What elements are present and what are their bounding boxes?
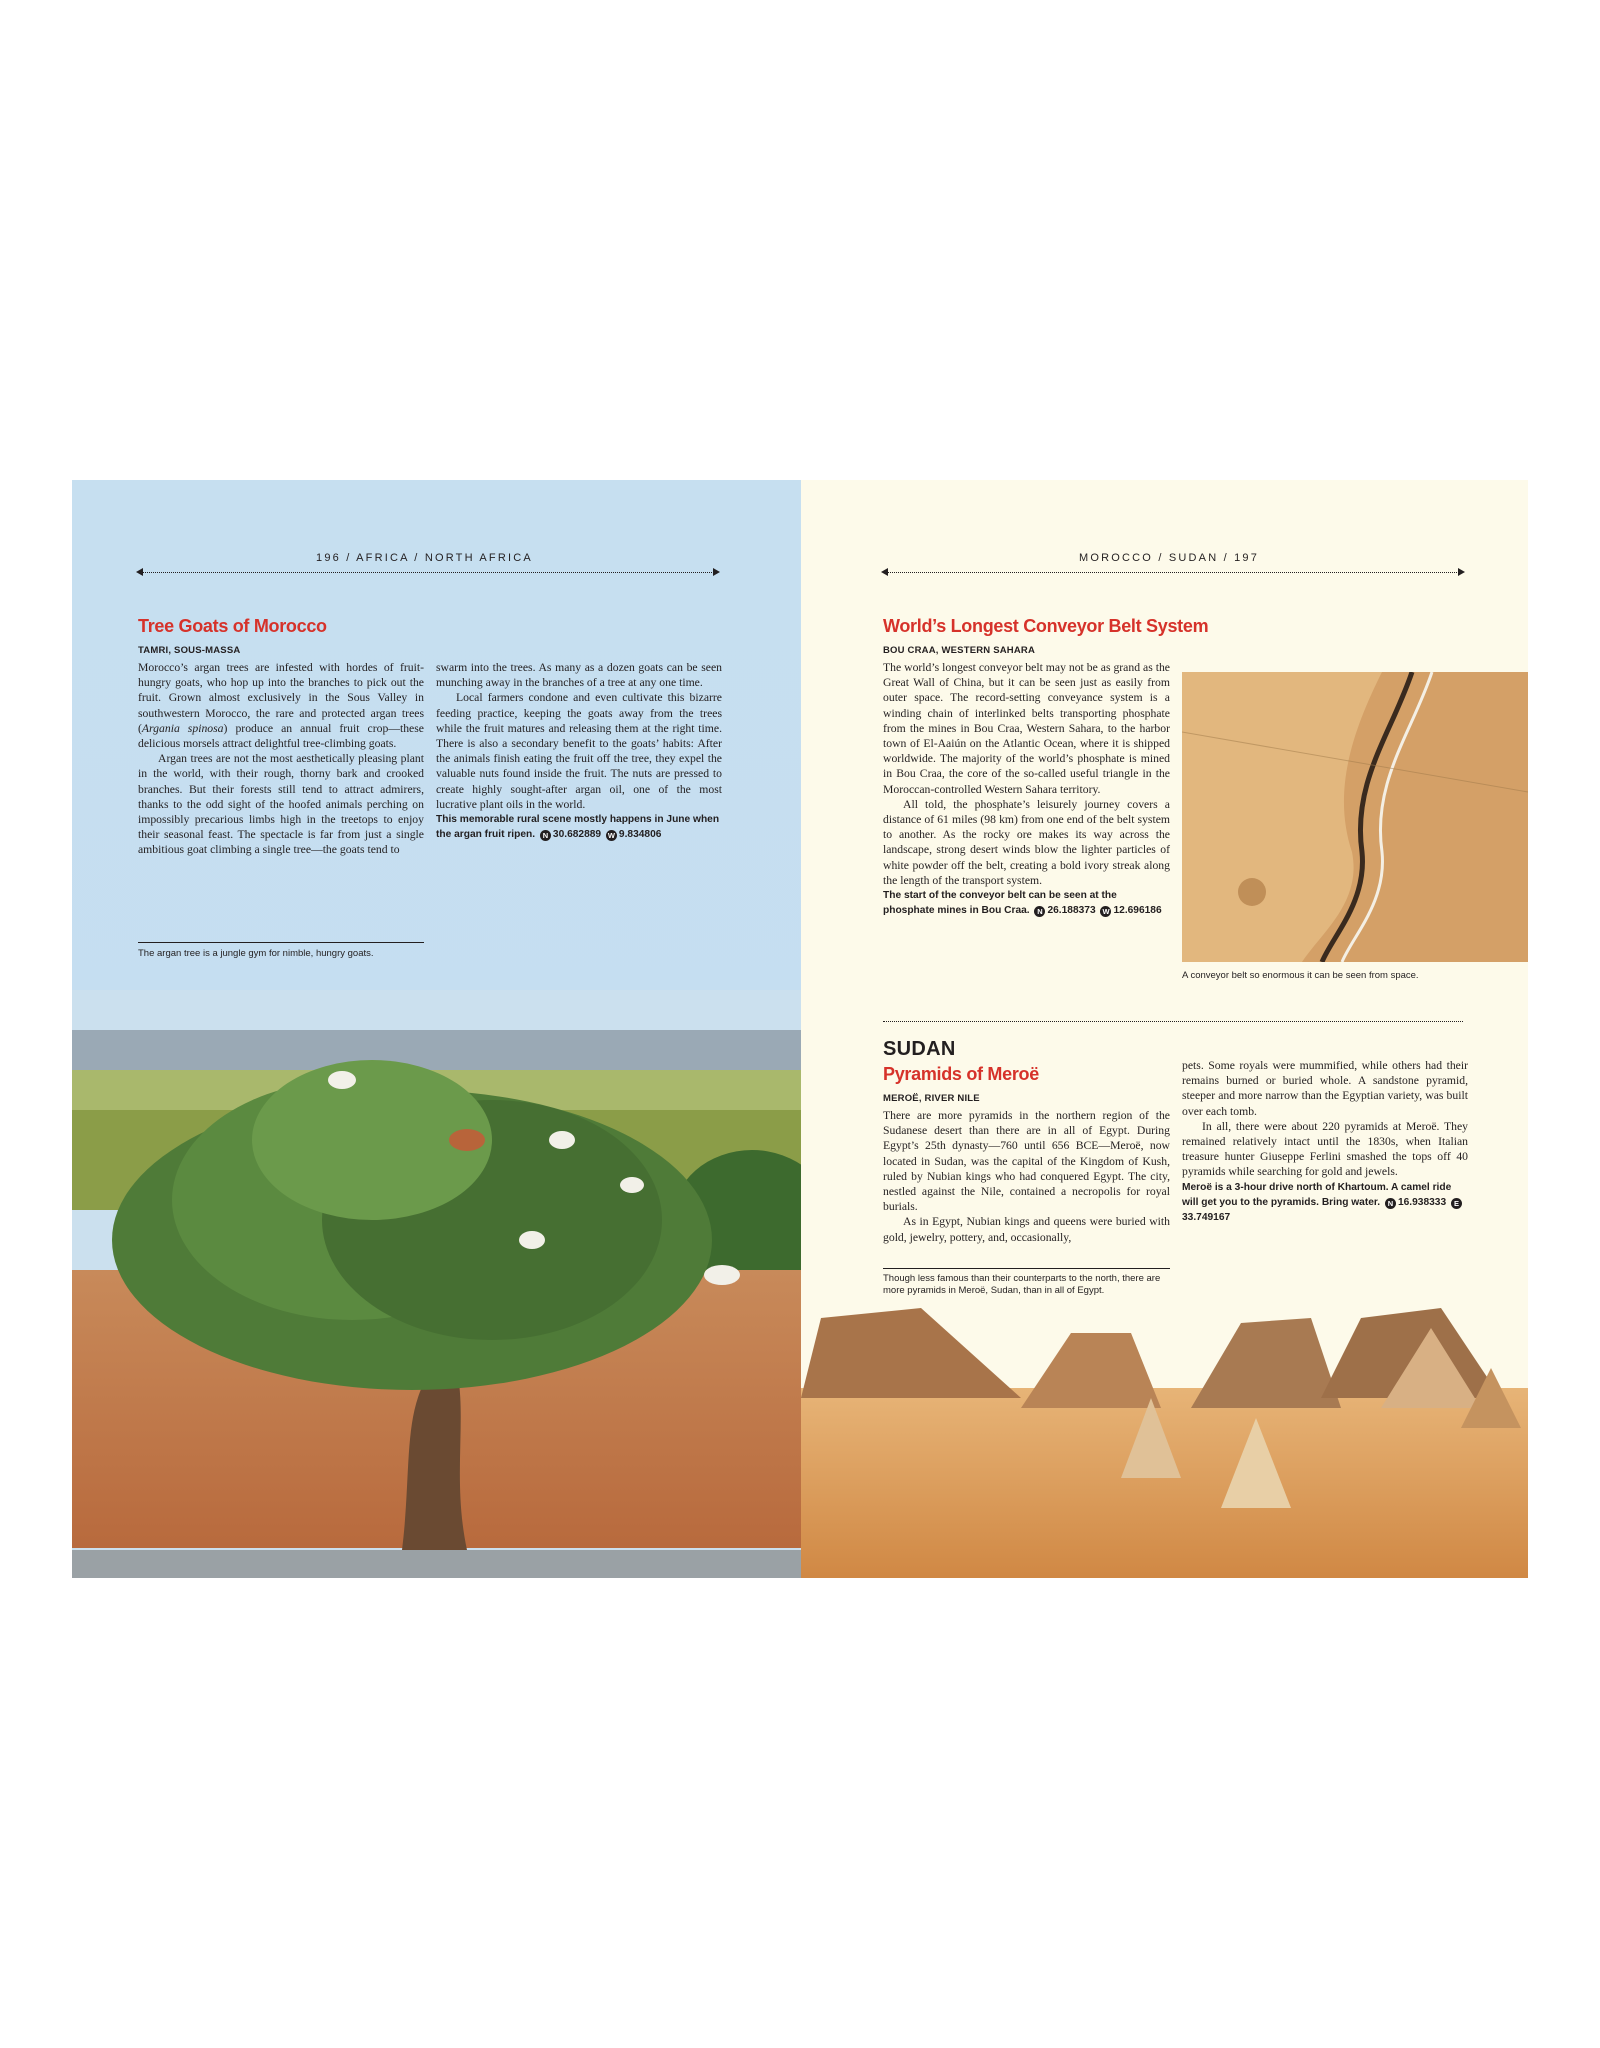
paragraph: All told, the phosphate’s leisurely journey covers a distance of 61 miles (98 km) from one end of the belt system to another. As the rocky ore makes its way across the landscape, strong desert winds blow the lighter particles of white powder off the belt, creating a bold ivory streak along the length of the transport system. [883,797,1170,887]
header-rule-left [138,572,718,573]
photo-pyramids-of-meroe [801,1298,1528,1578]
north-coordinate-icon: N [1385,1198,1396,1209]
header-rule-right [883,572,1463,573]
section-heading-sudan: SUDAN [883,1038,956,1060]
article-title-pyramids-meroe: Pyramids of Meroë [883,1064,1039,1084]
sudan-article-column-1 [883,1108,1170,1245]
north-coordinate-icon: N [1034,906,1045,917]
right-page [801,480,1528,1578]
article-title-tree-goats: Tree Goats of Morocco [138,616,327,636]
visitor-tip: This memorable rural scene mostly happens in June when the argan fruit ripen. N 30.682889 W 9.834806 [436,814,720,841]
running-head-right: MOROCCO / SUDAN / 197 [1079,552,1260,564]
paragraph: Argan trees are not the most aesthetically pleasing plant in the world, with their rough, thorny bark and crooked branches. But their forests still tend to attract admirers, thanks to the odd sight of the hoofed animals perching on impossibly precarious limbs high in the treetops to enjoy their seasonal feast. The spectacle is far from just a single ambitious goat climbing a single tree—the goats tend to [138,752,424,857]
article-location: TAMRI, SOUS-MASSA [138,645,241,656]
caption-rule [883,1268,1170,1269]
article-location: BOU CRAA, WESTERN SAHARA [883,645,1036,656]
west-coordinate-icon: W [607,831,615,841]
paragraph: Morocco’s argan trees are infested with hordes of fruit-hungry goats, who hop up into the branches to pick out the fruit. Grown almost exclusively in the Sous Valley in southwestern Morocco, the rare and protected argan trees (Argania spinosa) produce an annual fruit crop—these delicious morsels attract delightful tree-climbing goats. [138,661,424,751]
paragraph: There are more pyramids in the northern region of the Sudanese desert than there are in all of Egypt. During Egypt’s 25th dynasty—760 until 656 BCE—Meroë, now located in Sudan, was the capital of the Kingdom of Kush, ruled by Nubian kings who had conquered Egypt. The city, nestled against the Nile, contained a necropolis for royal burials. [883,1109,1170,1214]
book-spread [72,480,1528,1578]
photo-goats-in-argan-tree [72,990,801,1578]
photo-caption-goats: The argan tree is a jungle gym for nimble, hungry goats. [138,948,374,959]
conveyor-article-text [883,660,1170,918]
sudan-article-column-2 [1182,1058,1468,1225]
running-head-left: 196 / AFRICA / NORTH AFRICA [316,552,533,564]
paragraph: In all, there were about 220 pyramids at Meroë. They remained relatively intact until the 1830s, when Italian treasure hunter Giuseppe Ferlini smashed the tops off 40 pyramids while searching for gold and jewels. [1182,1119,1468,1179]
paragraph: The world’s longest conveyor belt may not be as grand as the Great Wall of China, but it can be seen just as easily from outer space. The record-setting conveyance system is a winding chain of interlinked belts transporting phosphate from the mines in Bou Craa, Western Sahara, to the harbor town of El-Aaiún on the Atlantic Ocean, where it is shipped worldwide. The majority of the world’s phosphate is mined in Bou Craa, the core of the so-called useful triangle in the Moroccan-controlled Western Sahara territory. [883,661,1170,796]
article-title-conveyor-belt: World’s Longest Conveyor Belt System [883,616,1209,636]
photo-caption-conveyor: A conveyor belt so enormous it can be seen from space. [1182,970,1419,981]
photo-conveyor-belt-aerial [1182,672,1528,962]
paragraph: swarm into the trees. As many as a dozen goats can be seen munching away in the branches of a tree at any one time. [436,661,722,690]
left-page [72,480,801,1578]
article-column-1 [138,660,424,858]
paragraph: As in Egypt, Nubian kings and queens were buried with gold, jewelry, pottery, and, occasionally, [883,1215,1170,1244]
visitor-tip: The start of the conveyor belt can be seen at the phosphate mines in Bou Craa. N 26.188373 W 12.696186 [883,890,1162,917]
visitor-tip: Meroë is a 3-hour drive north of Khartoum. A camel ride will get you to the pyramids. Bring water. N 16.938333 E33.749167 [1182,1180,1468,1225]
article-location: MEROË, RIVER NILE [883,1093,980,1104]
north-coordinate-icon: N [540,830,551,841]
article-column-2 [436,660,722,842]
photo-caption-pyramids: Though less famous than their counterparts to the north, there are more pyramids in Meroë, Sudan, than in all of Egypt. [883,1273,1161,1296]
paragraph: Local farmers condone and even cultivate this bizarre feeding practice, keeping the goats away from the trees while the fruit matures and releasing them at the right time. There is also a secondary benefit to the goats’ habits: After the animals finish eating the fruit off the tree, they expel the valuable nuts found inside the fruit. The nuts are pressed to create highly sought-after argan oil, one of the most lucrative plant oils in the world. [436,691,722,811]
caption-rule [138,942,424,943]
east-coordinate-icon: E [1451,1198,1462,1209]
west-coordinate-icon: W [1102,907,1110,917]
paragraph: pets. Some royals were mummified, while others had their remains burned or buried whole. A sandstone pyramid, steeper and more narrow than the Egyptian variety, was built over each tomb. [1182,1059,1468,1118]
section-divider [883,1021,1463,1022]
